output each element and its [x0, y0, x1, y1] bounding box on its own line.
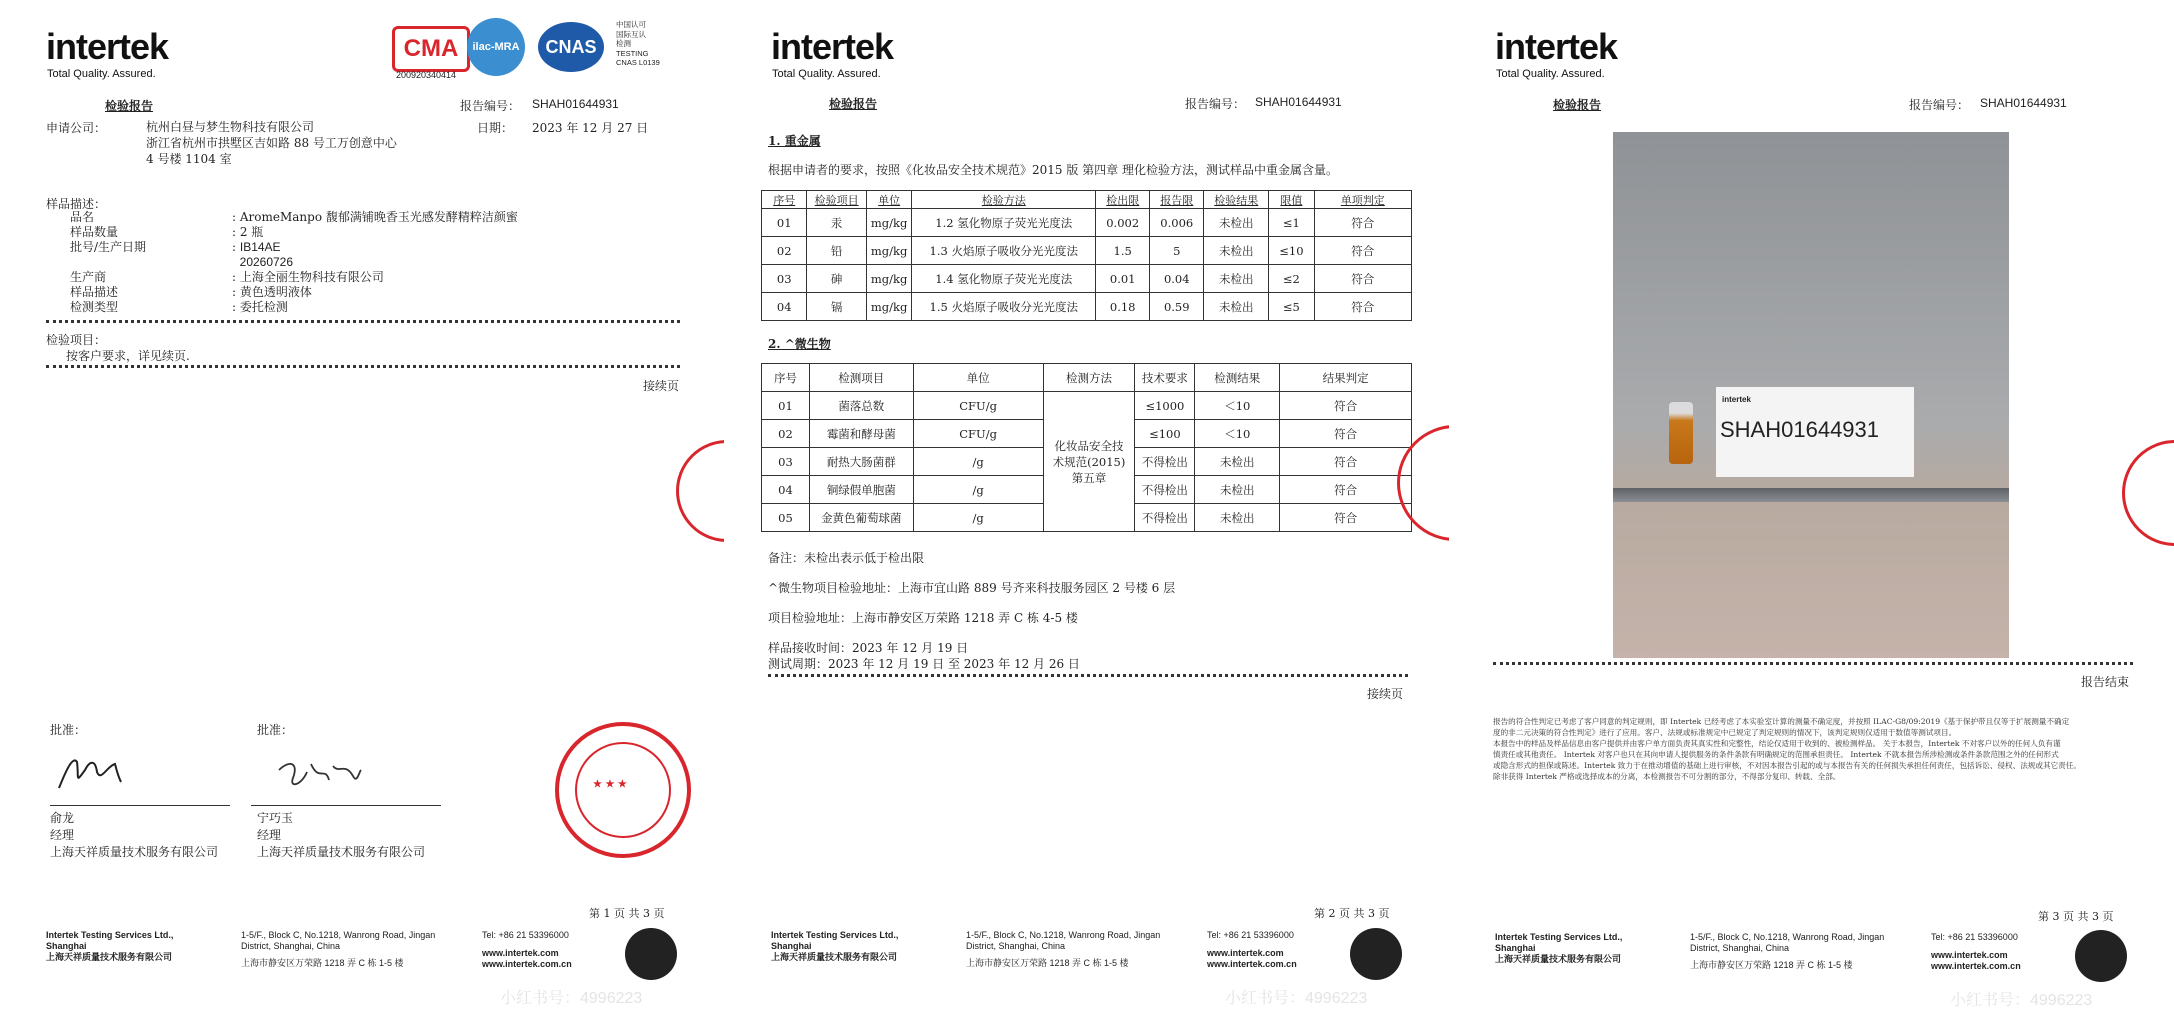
- continued-label: 接续页: [1367, 687, 1404, 701]
- sample-value: 委托检测: [239, 300, 288, 314]
- table-cell: 0.18: [1096, 293, 1150, 321]
- table-cell: 01: [762, 209, 807, 237]
- table-cell: 符合: [1280, 476, 1412, 504]
- stamp-star-icon: ★ ★ ★: [593, 779, 627, 790]
- intertek-logo: intertek: [46, 26, 169, 67]
- table-cell: 03: [762, 448, 810, 476]
- signer-2-name: 宁巧玉: [257, 811, 294, 825]
- logo-tagline: Total Quality. Assured.: [772, 68, 881, 80]
- table-cell: 耐热大肠菌群: [809, 448, 913, 476]
- table-cell: 0.04: [1150, 265, 1204, 293]
- footer-address: [1690, 932, 1884, 971]
- table-cell: 02: [762, 420, 810, 448]
- report-title: 检验报告: [1553, 98, 1602, 112]
- photo-report-no: SHAH01644931: [1720, 417, 1880, 442]
- table-cell: 0.59: [1150, 293, 1204, 321]
- cnas-text-3: 检测: [616, 39, 631, 48]
- table-header: 检出限: [1096, 191, 1150, 209]
- sample-label: 样品数量: [70, 225, 119, 239]
- footer-web-cn: www.intertek.com.cn: [1207, 959, 1297, 969]
- heavy-metal-table: [761, 190, 1412, 321]
- table-cell: ＜10: [1195, 420, 1280, 448]
- table-cell: 0.002: [1096, 209, 1150, 237]
- watermark: 小红书号：4996223: [1225, 990, 1368, 1007]
- page-number: 第 1 页 共 3 页: [589, 907, 665, 920]
- table-header: 单位: [866, 191, 911, 209]
- table-cell: /g: [913, 448, 1043, 476]
- method-cell: 化妆品安全技术规范(2015)第五章: [1043, 392, 1135, 532]
- footer-addr-en-1: 1-5/F., Block C, No.1218, Wanrong Road, Jingan: [1690, 932, 1885, 942]
- table-cell: 1.5: [1096, 237, 1150, 265]
- table-cell: ≤1: [1269, 209, 1314, 237]
- items-label: 检验项目：: [46, 333, 107, 347]
- table-header: 单项判定: [1314, 191, 1411, 209]
- approve-label: 批准：: [50, 723, 87, 737]
- report-no: SHAH01644931: [1980, 96, 2067, 110]
- table-row: [762, 237, 1412, 265]
- footer-tel: Tel: +86 21 53396000: [1207, 930, 1294, 940]
- applicant-addr-2: 4 号楼 1104 室: [146, 152, 232, 166]
- section-2-title: 2. ^微生物: [768, 337, 831, 351]
- footer-company-cn: 上海天祥质量技术服务有限公司: [771, 952, 898, 962]
- microbe-table: [761, 363, 1412, 532]
- cma-badge-icon: [392, 26, 470, 72]
- sample-value: 上海全丽生物科技有限公司: [239, 270, 384, 284]
- report-no: SHAH01644931: [532, 97, 619, 111]
- signature-line: [50, 805, 230, 806]
- signer-1-name: 俞龙: [50, 811, 75, 825]
- footer-tel: Tel: +86 21 53396000: [482, 930, 569, 940]
- table-cell: mg/kg: [866, 293, 911, 321]
- note: 备注：未检出表示低于检出限: [768, 551, 925, 565]
- table-header: 检验方法: [912, 191, 1096, 209]
- table-cell: CFU/g: [913, 392, 1043, 420]
- footer-company: [46, 930, 173, 963]
- table-cell: /g: [913, 504, 1043, 532]
- cnas-text-4: TESTING: [616, 48, 649, 58]
- table-header: 限值: [1269, 191, 1314, 209]
- table-cell: mg/kg: [866, 237, 911, 265]
- report-no-label: 报告编号：: [460, 99, 521, 113]
- watermark: 小红书号：4996223: [1950, 992, 2093, 1009]
- footer-web: [1207, 948, 1297, 970]
- disclaimer-line: 度的非二元决策的符合性判定》进行了应用。客户、法规或标准规定中已规定了判定规则的情况下，该判定规则仅适用于数值等测试项目。: [1493, 728, 1957, 737]
- watermark: 小红书号：4996223: [500, 990, 643, 1007]
- table-cell: 04: [762, 293, 807, 321]
- footer-addr-en-2: District, Shanghai, China: [241, 941, 341, 951]
- footer-seal-icon: [1350, 928, 1402, 980]
- footer-web-com: www.intertek.com: [1207, 948, 1284, 958]
- table-cell: 未检出: [1195, 448, 1280, 476]
- footer-addr-en-1: 1-5/F., Block C, No.1218, Wanrong Road, Jingan: [966, 930, 1161, 940]
- footer-web-com: www.intertek.com: [482, 948, 559, 958]
- sample-label: 批号/生产日期: [70, 240, 147, 254]
- table-cell: mg/kg: [866, 265, 911, 293]
- table-cell: ≤1000: [1135, 392, 1195, 420]
- report-page-2: [725, 0, 1449, 1024]
- footer-addr-cn: 上海市静安区万荣路 1218 弄 C 栋 1-5 楼: [966, 958, 1129, 968]
- footer-web: [482, 948, 572, 970]
- cma-badge-label: CMA: [403, 35, 459, 62]
- footer-addr-en-1: 1-5/F., Block C, No.1218, Wanrong Road, Jingan: [241, 930, 436, 940]
- items-value: 按客户要求，详见续页.: [66, 349, 190, 363]
- date-label: 日期：: [477, 121, 514, 135]
- signer-1-org: 上海天祥质量技术服务有限公司: [50, 845, 219, 859]
- table-cell: 金黄色葡萄球菌: [809, 504, 913, 532]
- sample-value: AromeManpo 馥郁满铺晚香玉光感发酵精粹洁颜蜜: [239, 210, 518, 224]
- footer-addr-cn: 上海市静安区万荣路 1218 弄 C 栋 1-5 楼: [241, 958, 404, 968]
- intertek-logo: intertek: [771, 26, 894, 67]
- report-end-label: 报告结束: [2081, 675, 2130, 689]
- sample-value: 2 瓶: [239, 225, 264, 239]
- table-cell: 符合: [1280, 420, 1412, 448]
- signature-1-icon: [55, 748, 125, 796]
- disclaimer-line: 报告的符合性判定已考虑了客户同意的判定规则，即 Intertek 已经考虑了本实验室计算的测量不确定度，并按照 ILAC-G8/09:2019《基于保护带且仅等于扩展测量不确定: [1493, 717, 2070, 726]
- section-1-title: 1. 重金属: [768, 134, 821, 148]
- table-header: 报告限: [1150, 191, 1204, 209]
- disclaimer-line: 本报告中的样品及样品信息由客户提供并由客户单方面负责其真实性和完整性，结论仅适用于收到的、被检测样品。 关于本报告，Intertek 不对客户以外的任何人负有谨: [1493, 739, 2061, 748]
- table-cell: 04: [762, 476, 810, 504]
- table-cell: 02: [762, 237, 807, 265]
- footer-web-cn: www.intertek.com.cn: [1931, 961, 2021, 971]
- signer-2-org: 上海天祥质量技术服务有限公司: [257, 845, 426, 859]
- dotted-divider: [46, 365, 680, 368]
- dotted-divider: [768, 674, 1408, 677]
- cnas-text-2: 国际互认: [616, 29, 646, 39]
- table-cell: 05: [762, 504, 810, 532]
- table-cell: 03: [762, 265, 807, 293]
- table-cell: 符合: [1314, 209, 1411, 237]
- table-cell: ≤10: [1269, 237, 1314, 265]
- logo-tagline: Total Quality. Assured.: [47, 68, 156, 80]
- footer-company-en-2: Shanghai: [46, 941, 87, 951]
- cnas-text-5: CNAS L0139: [616, 58, 660, 67]
- sample-desc-label: 样品描述：: [46, 197, 107, 211]
- table-cell: ≤5: [1269, 293, 1314, 321]
- footer-company-en-2: Shanghai: [1495, 943, 1536, 953]
- footer-company-en-1: Intertek Testing Services Ltd.,: [771, 930, 899, 940]
- micro-address: ^微生物项目检验地址：上海市宜山路 889 号齐来科技服务园区 2 号楼 6 层: [768, 581, 1176, 595]
- table-cell: /g: [913, 476, 1043, 504]
- disclaimer-line: 除非获得 Intertek 严格或选择成本的分离，本检测报告不可分割的部分，不得部分复印、转载、全部。: [1493, 772, 1841, 781]
- table-cell: 铜绿假单胞菌: [809, 476, 913, 504]
- footer-web-cn: www.intertek.com.cn: [482, 959, 572, 969]
- official-stamp-icon: [555, 722, 691, 858]
- table-row: [762, 293, 1412, 321]
- report-date: 2023 年 12 月 27 日: [532, 121, 649, 135]
- logo-tagline: Total Quality. Assured.: [1496, 68, 1605, 80]
- footer-tel: Tel: +86 21 53396000: [1931, 932, 2018, 942]
- sample-value: IB14AE: [239, 240, 281, 254]
- disclaimer: [1493, 716, 2133, 782]
- report-no: SHAH01644931: [1255, 95, 1342, 109]
- table-row: [762, 265, 1412, 293]
- table-cell: ≤100: [1135, 420, 1195, 448]
- table-cell: 不得检出: [1135, 476, 1195, 504]
- report-no-label: 报告编号：: [1185, 97, 1246, 111]
- table-header: 检验项目: [807, 191, 866, 209]
- sample-label: 检测类型: [70, 300, 119, 314]
- section-1-desc: 根据申请者的要求，按照《化妆品安全技术规范》2015 版 第四章 理化检验方法，测试样品中重金属含量。: [768, 163, 1338, 177]
- cma-badge-number: 200920340414: [396, 70, 457, 80]
- footer-web: [1931, 950, 2021, 972]
- table-cell: 01: [762, 392, 810, 420]
- table-cell: 符合: [1314, 237, 1411, 265]
- table-cell: 霉菌和酵母菌: [809, 420, 913, 448]
- table-cell: 不得检出: [1135, 448, 1195, 476]
- footer-company: [771, 930, 898, 963]
- table-cell: 菌落总数: [809, 392, 913, 420]
- table-cell: 1.3 火焰原子吸收分光光度法: [912, 237, 1096, 265]
- table-cell: ＜10: [1195, 392, 1280, 420]
- table-cell: 0.006: [1150, 209, 1204, 237]
- cnas-text-1: 中国认可: [616, 20, 646, 29]
- sample-label-card: [1716, 387, 1914, 477]
- sample-label: [70, 255, 146, 270]
- footer-addr-cn: 上海市静安区万荣路 1218 弄 C 栋 1-5 楼: [1690, 960, 1853, 970]
- report-title: 检验报告: [105, 99, 154, 113]
- footer-seal-icon: [625, 928, 677, 980]
- footer-company-en-1: Intertek Testing Services Ltd.,: [46, 930, 174, 940]
- received-date: 样品接收时间：2023 年 12 月 19 日: [768, 641, 969, 655]
- table-header: 结果判定: [1280, 364, 1412, 392]
- report-no-label: 报告编号：: [1909, 98, 1970, 112]
- table-header: 检测方法: [1043, 364, 1135, 392]
- report-page-3: [1450, 0, 2174, 1024]
- report-page-1: [0, 0, 724, 1024]
- footer-addr-en-2: District, Shanghai, China: [966, 941, 1066, 951]
- signature-2-icon: [275, 752, 365, 796]
- table-header: 检测项目: [809, 364, 913, 392]
- table-header: 检测结果: [1195, 364, 1280, 392]
- table-cell: 汞: [807, 209, 866, 237]
- table-cell: 未检出: [1204, 293, 1269, 321]
- page-number: 第 3 页 共 3 页: [2038, 910, 2114, 923]
- signer-1: [50, 810, 218, 861]
- footer-company: [1495, 932, 1622, 965]
- continued-label: 接续页: [643, 379, 680, 393]
- page-number: 第 2 页 共 3 页: [1314, 907, 1390, 920]
- footer-seal-icon: [2075, 930, 2127, 982]
- dotted-divider: [46, 320, 680, 323]
- table-cell: 未检出: [1204, 209, 1269, 237]
- footer-company-en-1: Intertek Testing Services Ltd.,: [1495, 932, 1623, 942]
- sample-label: 生产商: [70, 270, 107, 284]
- ruler-icon: [1613, 488, 2009, 502]
- footer-company-en-2: Shanghai: [771, 941, 812, 951]
- applicant-name: 杭州白昼与梦生物科技有限公司: [146, 120, 315, 134]
- table-cell: mg/kg: [866, 209, 911, 237]
- footer-company-cn: 上海天祥质量技术服务有限公司: [1495, 954, 1622, 964]
- table-cell: CFU/g: [913, 420, 1043, 448]
- table-header: 单位: [913, 364, 1043, 392]
- table-header: 序号: [762, 364, 810, 392]
- table-row: [762, 392, 1412, 420]
- table-cell: 符合: [1280, 392, 1412, 420]
- table-header-row: [762, 364, 1412, 392]
- table-cell: 未检出: [1195, 476, 1280, 504]
- signer-2-title: 经理: [257, 828, 282, 842]
- table-cell: 镉: [807, 293, 866, 321]
- sample-photo: [1613, 132, 2009, 658]
- dotted-divider: [1493, 662, 2133, 665]
- sample-labels: [70, 210, 146, 315]
- ilac-mra-badge-icon: [467, 18, 525, 76]
- table-cell: 1.2 氢化物原子荧光光度法: [912, 209, 1096, 237]
- project-address: 项目检验地址：上海市静安区万荣路 1218 弄 C 栋 4-5 楼: [768, 611, 1078, 625]
- table-cell: 1.4 氢化物原子荧光光度法: [912, 265, 1096, 293]
- cnas-badge-label: CNAS: [545, 37, 597, 57]
- edge-seal-icon: [2122, 440, 2174, 546]
- table-cell: 符合: [1314, 293, 1411, 321]
- table-cell: ≤2: [1269, 265, 1314, 293]
- sample-label: 样品描述: [70, 285, 119, 299]
- footer-company-cn: 上海天祥质量技术服务有限公司: [46, 952, 173, 962]
- footer-addr-en-2: District, Shanghai, China: [1690, 943, 1790, 953]
- ilac-badge-label: ilac-MRA: [472, 41, 520, 53]
- table-header-row: [762, 191, 1412, 209]
- applicant-label: 申请公司：: [46, 121, 107, 135]
- sample-value: 黄色透明液体: [239, 285, 312, 299]
- intertek-logo: intertek: [1495, 26, 1618, 67]
- footer-address: [966, 930, 1160, 969]
- signer-1-title: 经理: [50, 828, 75, 842]
- table-cell: 1.5 火焰原子吸收分光光度法: [912, 293, 1096, 321]
- sample-value: 20260726: [239, 255, 294, 269]
- test-period: 测试周期：2023 年 12 月 19 日 至 2023 年 12 月 26 日: [768, 657, 1080, 671]
- table-cell: 符合: [1280, 448, 1412, 476]
- table-header: 序号: [762, 191, 807, 209]
- cnas-badge-icon: [538, 22, 604, 72]
- disclaimer-line: 或隐含形式的担保或陈述。Intertek 致力于在推动增值的基础上进行审核，不对因本报告引起的或与本报告有关的任何损失承担任何责任，包括诉讼、侵权、法规或其它责任。: [1493, 761, 2081, 770]
- report-title: 检验报告: [829, 97, 878, 111]
- footer-address: [241, 930, 435, 969]
- table-row: [762, 209, 1412, 237]
- table-header: 技术要求: [1135, 364, 1195, 392]
- applicant-block: [146, 119, 397, 167]
- approve-label: 批准：: [257, 723, 294, 737]
- table-cell: 未检出: [1195, 504, 1280, 532]
- table-cell: 符合: [1280, 504, 1412, 532]
- table-cell: 未检出: [1204, 237, 1269, 265]
- footer-web-com: www.intertek.com: [1931, 950, 2008, 960]
- table-cell: 符合: [1314, 265, 1411, 293]
- table-cell: 不得检出: [1135, 504, 1195, 532]
- table-cell: 砷: [807, 265, 866, 293]
- table-header: 检验结果: [1204, 191, 1269, 209]
- signer-2: [257, 810, 425, 861]
- disclaimer-line: 慎责任或其他责任。 Intertek 对客户也只在其向申请人提供服务的条件条款有明确规定的范围承担责任。 Intertek 不就本报告所涉检测或条件条款范围之外的任何形式: [1493, 750, 2059, 759]
- edge-seal-icon: [676, 440, 724, 542]
- table-cell: 铅: [807, 237, 866, 265]
- signature-line: [251, 805, 441, 806]
- sample-values: : AromeManpo 馥郁满铺晚香玉光感发酵精粹洁颜蜜 : 2 瓶 : IB14AE 20260726 : 上海全丽生物科技有限公司 : 黄色透明液体 : 委托检测: [232, 210, 518, 314]
- applicant-addr-1: 浙江省杭州市拱墅区吉如路 88 号工万创意中心: [146, 136, 397, 150]
- card-logo: intertek: [1722, 395, 1751, 404]
- cnas-badge-text: [616, 20, 660, 68]
- sample-bottle-icon: [1669, 402, 1693, 464]
- table-cell: 未检出: [1204, 265, 1269, 293]
- table-cell: 5: [1150, 237, 1204, 265]
- sample-label: 品名: [70, 210, 95, 224]
- table-cell: 0.01: [1096, 265, 1150, 293]
